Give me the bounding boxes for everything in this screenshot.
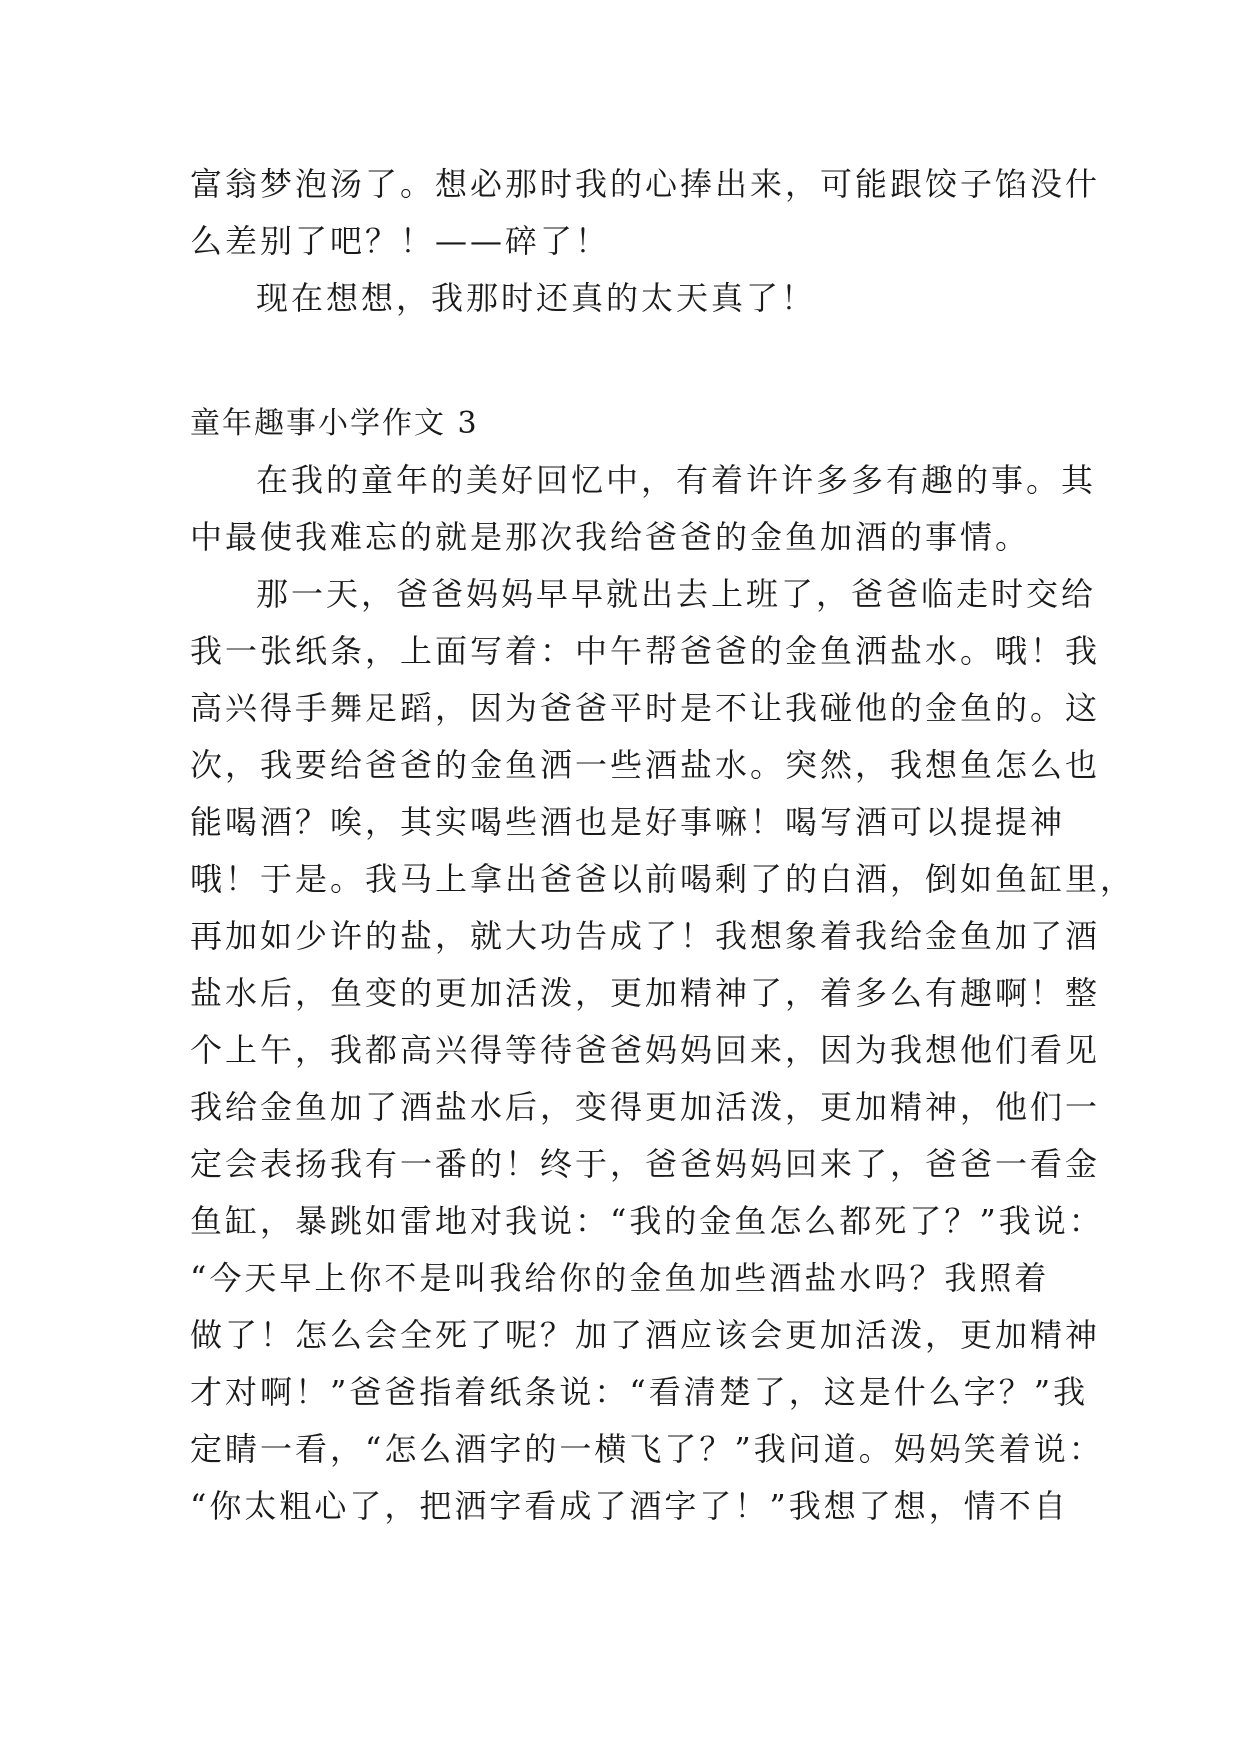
text-line: 富翁梦泡汤了。想必那时我的心捧出来，可能跟饺子馅没什 (190, 165, 1101, 203)
paragraph-line: “你太粗心了，把洒字看成了酒字了！”我想了想，情不自 (190, 1487, 1069, 1525)
document-body (190, 156, 1136, 1535)
paragraph-line: 再加如少许的盐，就大功告成了！我想象着我给金鱼加了酒 (190, 917, 1101, 955)
paragraph-line: 盐水后，鱼变的更加活泼，更加精神了，着多么有趣啊！整 (190, 974, 1101, 1012)
paragraph-line: 高兴得手舞足蹈，因为爸爸平时是不让我碰他的金鱼的。这 (190, 689, 1101, 727)
closing-sentence: 现在想想，我那时还真的太天真了！ (256, 279, 817, 317)
paragraph-line: 在我的童年的美好回忆中，有着许许多多有趣的事。其 (256, 461, 1097, 499)
paragraph-line: 才对啊！”爸爸指着纸条说：“看清楚了，这是什么字？”我 (190, 1373, 1089, 1411)
paragraph-line: 定会表扬我有一番的！终于，爸爸妈妈回来了，爸爸一看金 (190, 1145, 1101, 1183)
text-line: 么差别了吧？！——碎了！ (190, 222, 611, 260)
paragraph-line: 哦！于是。我马上拿出爸爸以前喝剩了的白酒，倒如鱼缸里， (190, 860, 1136, 898)
paragraph-line: 定睛一看，“怎么酒字的一横飞了？”我问道。妈妈笑着说： (190, 1430, 1104, 1468)
paragraph-line: 做了！怎么会全死了呢？加了酒应该会更加活泼，更加精神 (190, 1316, 1101, 1354)
paragraph-line: 我给金鱼加了酒盐水后，变得更加活泼，更加精神，他们一 (190, 1088, 1101, 1126)
paragraph-line: “今天早上你不是叫我给你的金鱼加些酒盐水吗？我照着 (190, 1259, 1050, 1297)
paragraph-line: 能喝酒？唉，其实喝些酒也是好事嘛！喝写酒可以提提神 (190, 803, 1066, 841)
paragraph-line: 中最使我难忘的就是那次我给爸爸的金鱼加酒的事情。 (190, 518, 1031, 556)
paragraph-line: 鱼缸，暴跳如雷地对我说：“我的金鱼怎么都死了？”我说： (190, 1202, 1104, 1240)
section-title: 童年趣事小学作文 3 (190, 406, 479, 441)
paragraph-line: 次，我要给爸爸的金鱼洒一些酒盐水。突然，我想鱼怎么也 (190, 746, 1101, 784)
paragraph-line: 个上午，我都高兴得等待爸爸妈妈回来，因为我想他们看见 (190, 1031, 1101, 1069)
paragraph-line: 我一张纸条，上面写着：中午帮爸爸的金鱼洒盐水。哦！我 (190, 632, 1101, 670)
section-gap (190, 327, 1090, 395)
paragraph-line: 那一天，爸爸妈妈早早就出去上班了，爸爸临走时交给 (256, 575, 1097, 613)
